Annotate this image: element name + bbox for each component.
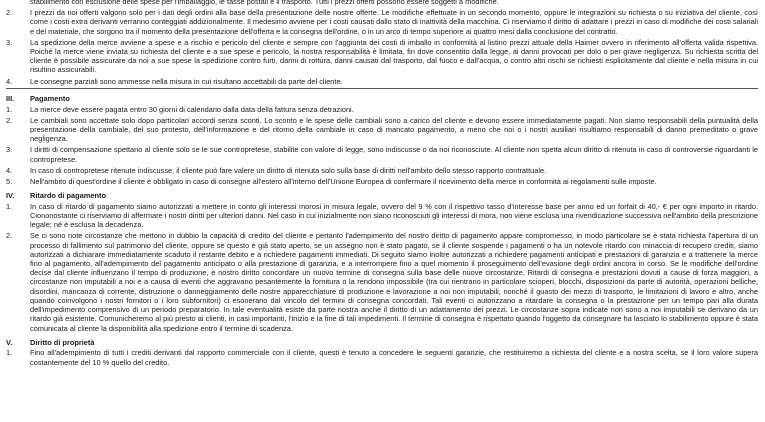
list-item <box>6 348 758 366</box>
item-number: 1. <box>6 201 13 211</box>
item-number: 4. <box>6 165 13 175</box>
divider <box>6 88 758 89</box>
list-item <box>6 116 758 144</box>
item-text: I prezzi da noi offerti valgono solo per i dati degli ordini alla base della presentazione delle nostre offerte. Le modifiche effettuate in un secondo momento, oppure le integrazioni su richiesta o su iniziativa del cliente, così come i costi extra derivanti verranno conteggiati addizionalmente. Il medesimo avviene per i costi causati dallo stato di inattività della macchina. Ci riserviamo il diritto di adattare i prezzi in caso di modifiche dei costi salariali e del materiale, che sorgono tra il momento della presentazione dell'offerta e la consegna dell'ordine, o in un arco di tempo superiore ai quattro mesi dalla conclusione del contratto. <box>30 8 758 36</box>
section-heading <box>6 94 758 103</box>
document-page <box>6 0 758 369</box>
item-text: In caso di contropretese ritenute indiscusse, il cliente può fare valere un diritto di ritenuta solo sulla base di diritti nell'ambito dello stesso rapporto contrattuale. <box>30 165 547 175</box>
list-item <box>6 177 758 186</box>
item-text: Nell'ambito di quest'ordine il cliente è obbligato in caso di consegne all'estero all'interno dell'Unione Europea di confermare il ricevimento della merce in conformità ai regolamenti sulle imposte. <box>30 176 657 186</box>
item-text: La spedizione della merce avviene a spese e a rischio e pericolo del cliente e sempre con l'aggiunta dei costi di imballo in conformità al listino prezzi attuale della Haimer ovvero in riferimento all'offerta valida rispettiva. Poiché la merce viene inviata su richiesta del cliente e a sue spese e pericolo, la nostra responsabilità è limitata, fin dove consentito dalla legge, ai danni provocati per dolo o per grave negligenza. Su richiesta scritta del cliente è possibile assicurare da noi a sue spese la spedizione contro furti, danni di rottura, danni causati dal trasporto, dal fuoco e dall'acqua, o contro altri rischi se richiesti esplicitamente dal cliente e nella misura in cui risultino assicurabili. <box>30 37 758 75</box>
item-number: 5. <box>6 176 13 186</box>
list-item <box>6 202 758 230</box>
section-continued-items <box>6 8 758 86</box>
item-number: 1. <box>6 104 13 114</box>
item-number: 2. <box>6 231 13 241</box>
item-number: 4. <box>6 76 13 86</box>
list-item <box>6 166 758 175</box>
item-text: stabilimento con esclusione delle spese per l'imballaggio, le tasse postali e il trasporto. Tutti i prezzi offerti possono essere soggetti a modifiche. <box>30 0 499 6</box>
section-title: Diritto di proprietà <box>30 337 95 347</box>
list-item <box>6 231 758 332</box>
section-heading <box>6 191 758 200</box>
list-item <box>6 38 758 75</box>
item-number: 1. <box>6 348 13 358</box>
list-item <box>6 145 758 163</box>
list-item <box>6 8 758 36</box>
sections <box>6 94 758 367</box>
item-text: I diritti di compensazione spettano al cliente solo se le sue contropretese, stabilite con valore di legge, sono indiscusse o da noi riconosciute. Al cliente non spetta alcun diritto di ritenuta in caso di controversie riguardanti le contropretese. <box>30 145 758 164</box>
list-item <box>6 0 758 6</box>
section-number: V. <box>6 337 13 347</box>
section-title: Pagamento <box>30 93 70 103</box>
item-text: In caso di ritardo di pagamento siamo autorizzati a mettere in conto gli interessi morosi in misura legale, ovvero del 9 % con il rispettivo tasso d'interesse base per anno ed un forfait di 40,- € per ogni importo in ritardo. Ciononostante ci riserviamo di affermare i nostri diritti per ulteriori danni. Nel caso in cui inizialmente non siano riconosciuti gli interessi di mora, non viene esclusa una rivendicazione successiva nell'ambito della prescrizione legale; né è esclusa la decadenza. <box>30 201 758 230</box>
item-text: La merce deve essere pagata entro 30 giorni di calendario dalla data della fattura senza detrazioni. <box>30 104 354 114</box>
item-number: 3. <box>6 37 13 47</box>
item-text: Le consegne parziali sono ammesse nella misura in cui risultano accettabili da parte del cliente. <box>30 76 343 86</box>
section-number: IV. <box>6 191 15 201</box>
list-item <box>6 105 758 114</box>
item-number: 2. <box>6 115 13 125</box>
item-text: Se ci sono note circostanze che mettono in dubbio la capacità di credito del cliente e pertanto l'adempimento del nostro diritto di pagamento appare compromesso, in modo particolare se è stata richiesta l'apertura di un processo di fallimento sul patrimonio del cliente, oppure se questo è già stato aperto, se un assegno non è stato pagato, se il cliente sospende i pagamenti o ha un notevole ritardo con minaccia di recupero crediti, siamo autorizzati a dichiarare immediatamente scaduto il restante debito e a richiedere pagamenti immediati. Di seguito siamo inoltre autorizzati a richiedere pagamenti anticipati e prestazioni di garanzia e a trattenere la merce fino al pagamento, all'adempimento del pagamento anticipato o alla prestazione di garanzia, e a interrompere fino a quel momento il proseguimento dell'evasione degli ordini ancora in corso. Se le modifiche dell'ordine decise dal cliente influenzano il tempo di produzione, è nostro diritto concordare un nuovo termine di consegna sulla base delle nuove circostanze. Ritardi di consegna e prestazioni dovuti a cause di forza maggiori, a circostanze non imputabili a noi e a causa di eventi che aggravano pesantemente la fornitura o la rendono impossibile (tra cui rientrano in particolare scioperi, blocchi, disposizioni da parte di autorità, operazioni belliche, disordini, mancanza di corrente, distruzione o danneggiamento delle nostre apparecchiature di produzione e lavorazione a noi non imputabili, nonché il guasto dei mezzi di trasporto, le limitazioni di lavoro e altro, anche quando coinvolgono i nostri fornitori o i loro subfornitori) ci esonerano dal vincolo del termini di consegna concordati. Tali eventi ci autorizzano a ritardare la consegna o la prestazione per un tempo pari alla durata dell'impedimento comprensivo di un periodo preparatorio. In tale eventualità esiste da parte nostra anche il diritto di un adattamento dei prezzi. Le circostanze sopra indicate non sono a noi imputabili se derivano da un ritardo già esistente. Comunicheremo al più presto ai clienti, in casi importanti, l'inizio e la fine di tali impedimenti. Il termine di consegna è rispettato quando l'oggetto da consegnare ha lasciato lo stabilimento oppure è stata comunicata al cliente la disponibilità alla spedizione entro il termine di scadenza. <box>30 231 758 333</box>
section-number: III. <box>6 93 15 103</box>
item-number: 3. <box>6 145 13 155</box>
section-heading <box>6 338 758 347</box>
section-title: Ritardo di pagamento <box>30 191 106 201</box>
item-text: Le cambiali sono accettate solo dopo particolari accordi senza sconti. Lo sconto e le spese delle cambiali sono a carico del cliente e devono essere immediatamente pagati. Non siamo responsabili della puntualità della presentazione della cambiale, del suo protesto, dell'informazione e del ritorno della cambiale in caso di mancato pagamento, a meno che noi o i nostri ausiliari risultiamo responsabili di danno premeditato o grave negligenza. <box>30 115 758 144</box>
item-text: Fino all'adempimento di tutti i crediti derivanti dal rapporto commerciale con il cliente, questi è tenuto a concedere le seguenti garanzie, che restituiremo a richiesta del cliente e a nostra scelta, se il loro valore supera costantemente del 10 % quello del credito. <box>30 348 758 367</box>
item-number: 2. <box>6 8 13 18</box>
list-item <box>6 77 758 86</box>
